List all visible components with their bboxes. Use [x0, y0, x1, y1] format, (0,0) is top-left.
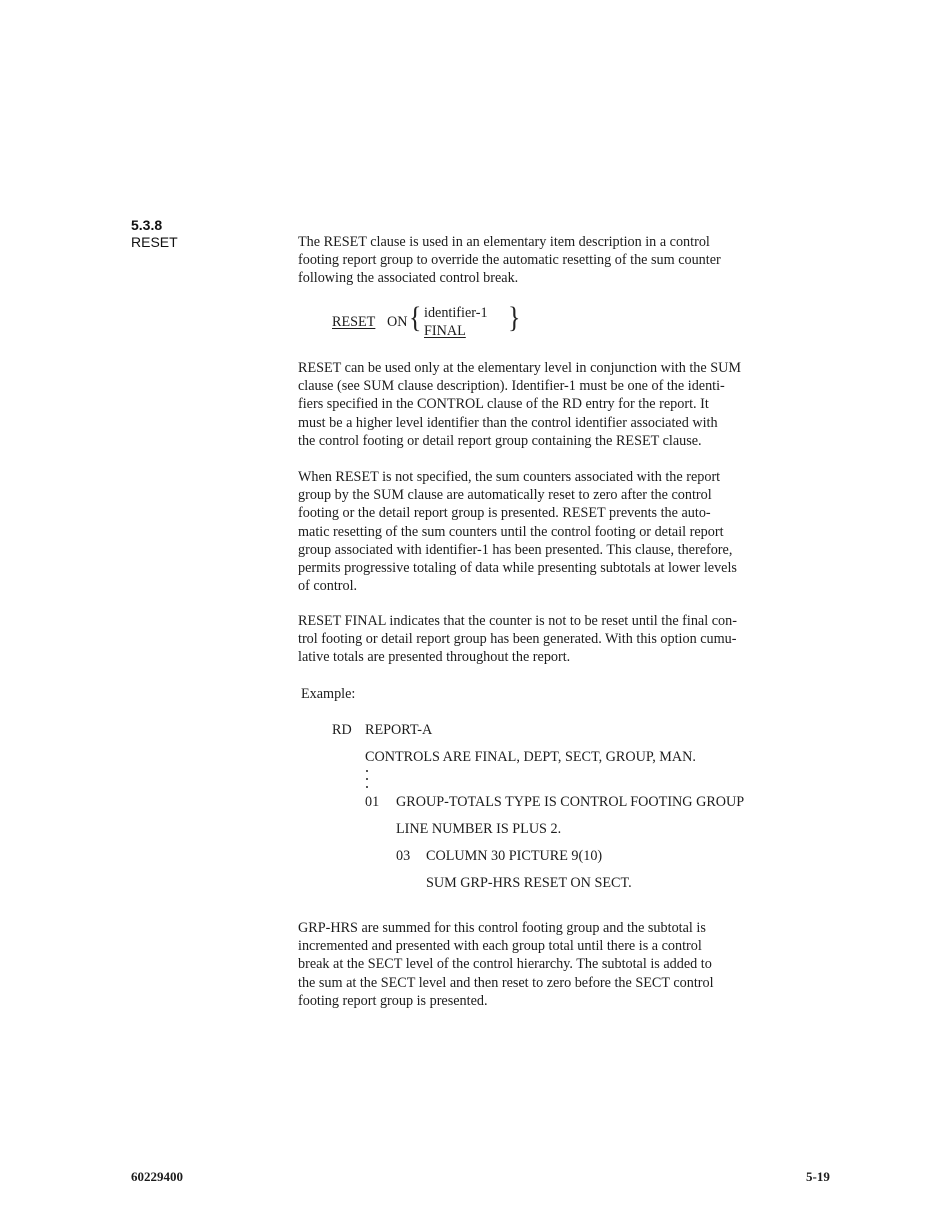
- text-line: matic resetting of the sum counters until the control footing or detail report: [298, 523, 724, 540]
- example-group-line: GROUP-TOTALS TYPE IS CONTROL FOOTING GROUP: [396, 794, 745, 810]
- text-line: break at the SECT level of the control hierarchy. The subtotal is added to: [298, 956, 712, 973]
- text-line: fiers specified in the CONTROL clause of the RD entry for the report. It: [298, 396, 709, 413]
- text-line: When RESET is not specified, the sum counters associated with the report: [298, 469, 721, 485]
- intro-paragraph: [298, 233, 721, 288]
- syntax-keyword: RESET: [332, 314, 376, 330]
- text-line: RESET FINAL indicates that the counter is not to be reset until the final con-: [298, 613, 737, 629]
- text-line: of control.: [298, 578, 358, 595]
- text-line: must be a higher level identifier than the control identifier associated with: [298, 414, 718, 431]
- text-line: footing report group to override the automatic resetting of the sum counter: [298, 252, 721, 269]
- text-line: group by the SUM clause are automatically reset to zero after the control: [298, 487, 712, 504]
- text-line: GRP-HRS are summed for this control footing group and the subtotal is: [298, 920, 706, 936]
- syntax-option-final: FINAL: [424, 323, 466, 339]
- left-brace: {: [409, 300, 422, 335]
- example-level-01: 01: [365, 794, 380, 810]
- syntax-word: ON: [387, 314, 408, 330]
- text-line: The RESET clause is used in an elementary item description in a control: [298, 234, 710, 250]
- example-rd-name: REPORT-A: [365, 722, 433, 738]
- section-title: RESET: [131, 234, 178, 250]
- text-line: lative totals are presented throughout the report.: [298, 649, 571, 666]
- example-level-03: 03: [396, 848, 411, 864]
- syntax-format: [332, 300, 532, 348]
- text-line: RESET can be used only at the elementary level in conjunction with the SUM: [298, 360, 741, 376]
- example-label: Example:: [301, 686, 356, 702]
- text-line: following the associated control break.: [298, 270, 519, 287]
- syntax-option-identifier: identifier-1: [424, 305, 488, 321]
- ellipsis-dot: [366, 778, 368, 780]
- example-column-line: COLUMN 30 PICTURE 9(10): [426, 848, 603, 864]
- example-line-number: LINE NUMBER IS PLUS 2.: [396, 821, 562, 837]
- paragraph-usage: [298, 359, 741, 450]
- text-line: incremented and presented with each group total until there is a control: [298, 938, 702, 955]
- paragraph-explanation: [298, 919, 714, 1010]
- paragraph-reset-final: [298, 612, 737, 667]
- text-line: trol footing or detail report group has been generated. With this option cumu-: [298, 631, 737, 648]
- example-sum-line: SUM GRP-HRS RESET ON SECT.: [426, 875, 632, 891]
- text-line: the sum at the SECT level and then reset to zero before the SECT control: [298, 974, 714, 991]
- page-number: 5-19: [806, 1169, 830, 1184]
- text-line: group associated with identifier-1 has been presented. This clause, therefore,: [298, 541, 733, 558]
- ellipsis-dot: [366, 786, 368, 788]
- text-line: footing or the detail report group is presented. RESET prevents the auto-: [298, 505, 711, 522]
- document-number: 60229400: [131, 1169, 183, 1184]
- section-number: 5.3.8: [131, 217, 163, 233]
- text-line: clause (see SUM clause description). Identifier-1 must be one of the identi-: [298, 378, 725, 395]
- text-line: footing report group is presented.: [298, 992, 488, 1009]
- ellipsis-dot: [366, 770, 368, 772]
- example-controls: CONTROLS ARE FINAL, DEPT, SECT, GROUP, MAN.: [365, 749, 696, 765]
- example-rd-level: RD: [332, 722, 352, 738]
- right-brace: }: [508, 300, 521, 335]
- paragraph-not-specified: [298, 468, 737, 595]
- text-line: permits progressive totaling of data while presenting subtotals at lower levels: [298, 560, 737, 577]
- text-line: the control footing or detail report group containing the RESET clause.: [298, 432, 702, 449]
